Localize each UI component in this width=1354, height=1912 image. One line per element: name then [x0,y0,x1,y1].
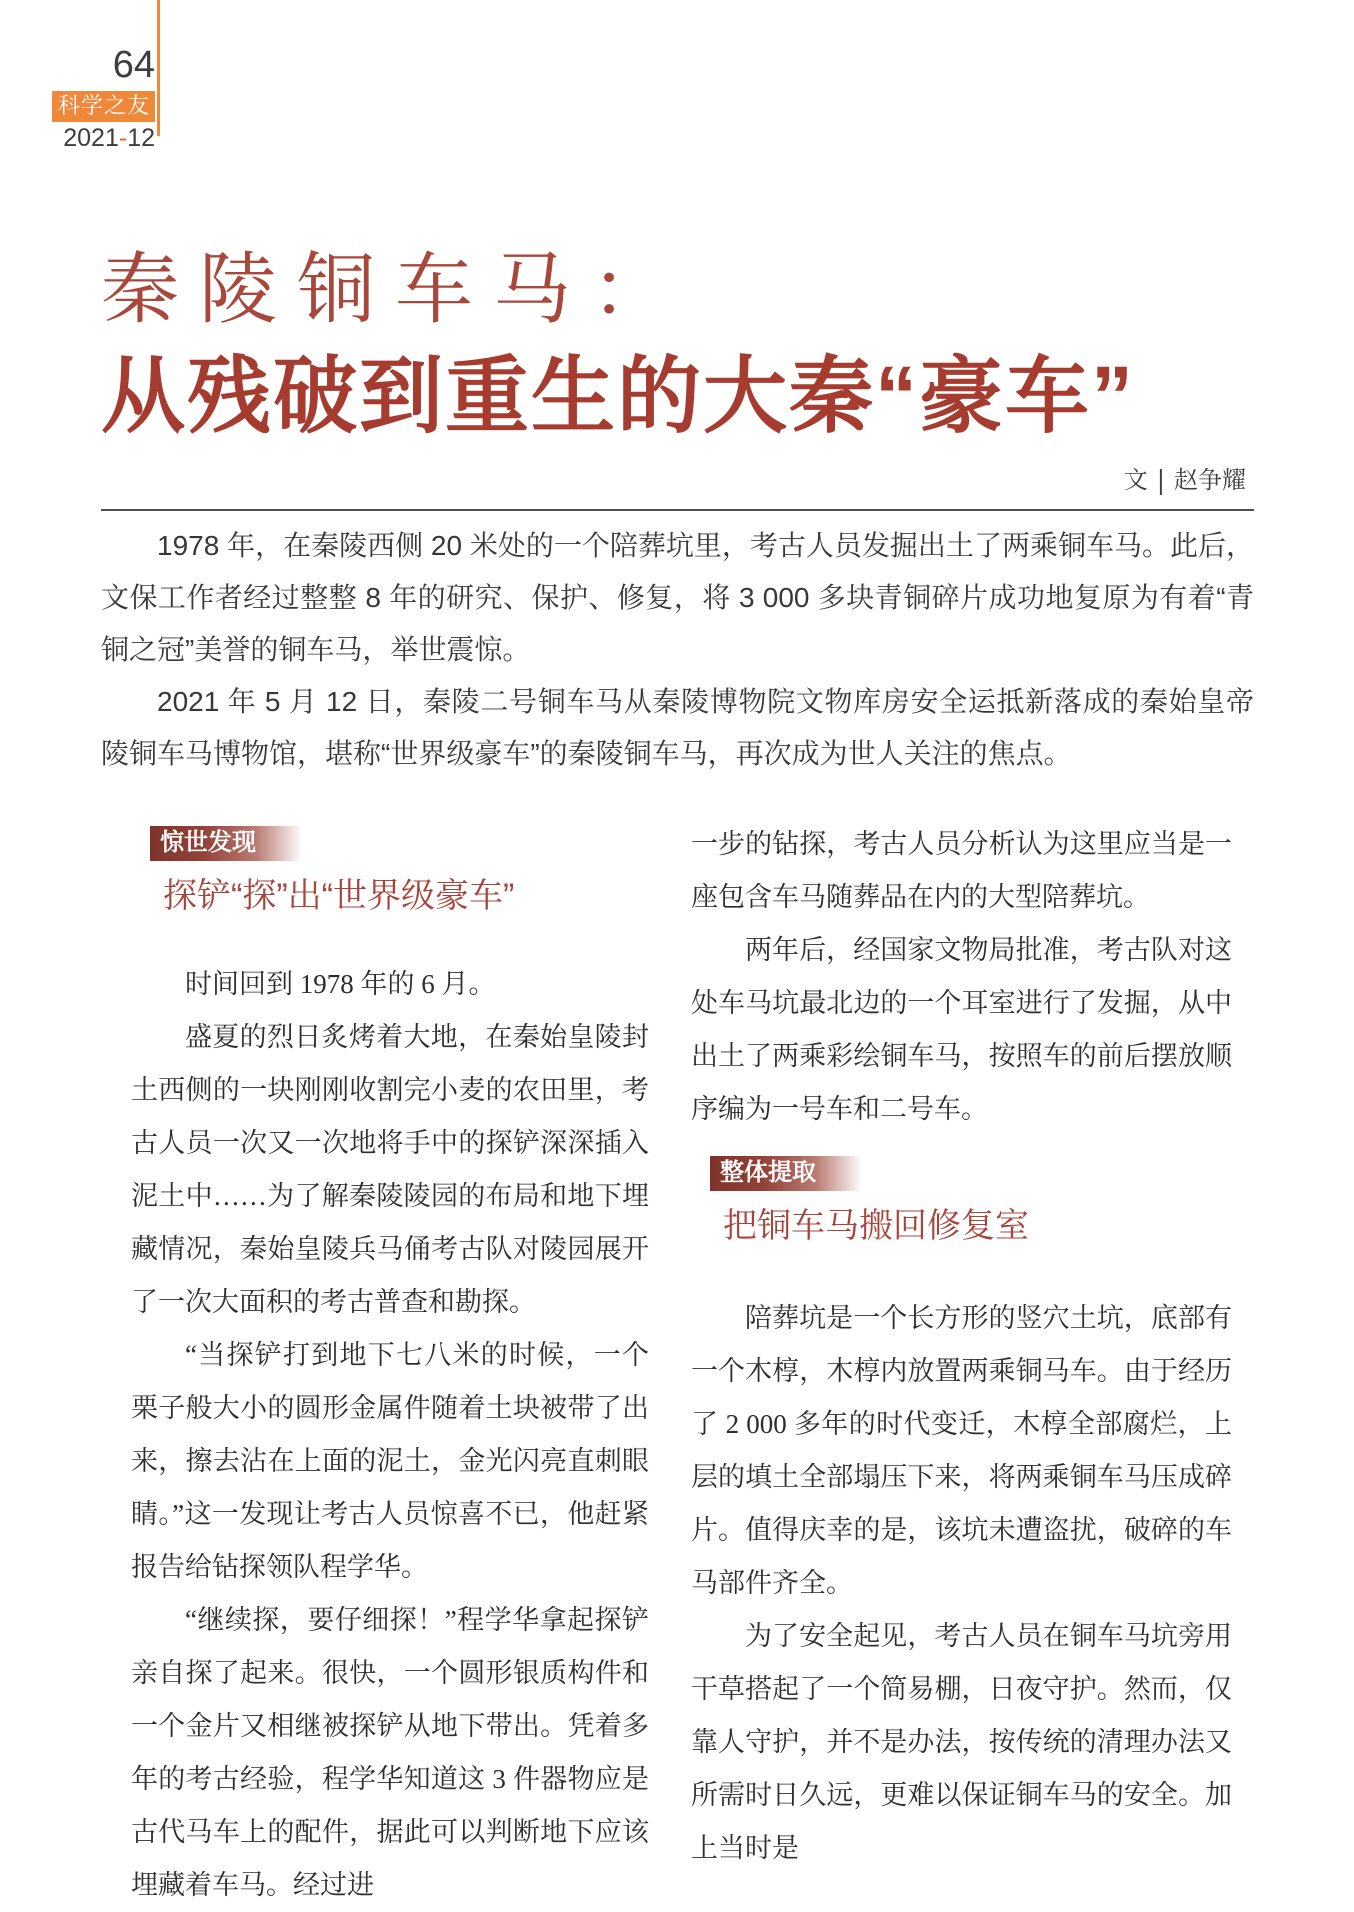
issue-month: 12 [127,124,155,152]
section-header-extraction [691,1156,1232,1248]
section-heading: 把铜车马搬回修复室 [723,1207,1029,1245]
right-column [691,818,1232,1912]
article-title-line2: 从残破到重生的大秦“豪车” [101,349,1136,443]
left-column [131,818,649,1912]
section-badge: 惊世发现 [150,826,302,861]
magazine-name-badge: 科学之友 [52,91,155,122]
byline-separator: | [1157,464,1164,496]
body-paragraph: 两年后，经国家文物局批准，考古队对这处车马坑最北边的一个耳室进行了发掘，从中出土了两乘彩绘铜车马，按照车的前后摆放顺序编为一号车和二号车。 [691,935,1232,1124]
issue-year: 2021 [63,124,119,152]
byline [101,460,1254,495]
article [101,0,1254,1912]
body-paragraph-continuation: 一步的钻探，考古人员分析认为这里应当是一座包含车马随葬品在内的大型陪葬坑。 [691,829,1232,912]
body-paragraph: “继续探，要仔细探！”程学华拿起探铲亲自探了起来。很快，一个圆形银质构件和一个金片又相继被探铲从地下带出。凭着多年的考古经验，程学华知道这 3 件器物应是古代马车上的配件，据此可以判断地下应该埋藏着车马。经过进 [131,1604,649,1900]
section-heading: 探铲“探”出“世界级豪车” [163,877,515,915]
byline-prefix: 文 [1123,467,1148,494]
issue-dash: - [118,124,128,152]
intro-paragraph: 2021 年 5 月 12 日，秦陵二号铜车马从秦陵博物院文物库房安全运抵新落成的秦始皇帝陵铜车马博物馆，堪称“世界级豪车”的秦陵铜车马，再次成为世人关注的焦点。 [101,686,1254,769]
section-badge: 整体提取 [710,1156,862,1191]
byline-author: 赵争耀 [1174,467,1246,494]
section-header-discovery [131,826,649,918]
intro-paragraph: 1978 年，在秦陵西侧 20 米处的一个陪葬坑里，考古人员发掘出土了两乘铜车马。此后，文保工作者经过整整 8 年的研究、保护、修复，将 3 000 多块青铜碎片成功地复原为有着“青铜之冠”美誉的铜车马，举世震惊。 [101,530,1254,665]
article-title-line1: 秦陵铜车马： [101,245,690,333]
article-columns [101,818,1254,1912]
body-paragraph: 陪葬坑是一个长方形的竖穴土坑，底部有一个木椁，木椁内放置两乘铜马车。由于经历了 2 000 多年的时代变迁，木椁全部腐烂，上层的填土全部塌压下来，将两乘铜车马压成碎片。值得庆幸的是，该坑未遭盗扰，破碎的车马部件齐全。 [691,1302,1232,1598]
body-paragraph: 时间回到 1978 年的 6 月。 [185,968,496,999]
body-paragraph: 盛夏的烈日炙烤着大地，在秦始皇陵封土西侧的一块刚刚收割完小麦的农田里，考古人员一次又一次地将手中的探铲深深插入泥土中……为了解秦陵陵园的布局和地下埋藏情况，秦始皇陵兵马俑考古队对陵园展开了一次大面积的考古普查和勘探。 [131,1021,649,1317]
page-number: 64 [112,44,155,86]
intro-block [101,520,1254,780]
body-paragraph: “当探铲打到地下七八米的时候，一个栗子般大小的圆形金属件随着土块被带了出来，擦去沾在上面的泥土，金光闪亮直刺眼睛。”这一发现让考古人员惊喜不已，他赶紧报告给钻探领队程学华。 [131,1339,649,1582]
body-paragraph: 为了安全起见，考古人员在铜车马坑旁用干草搭起了一个简易棚，日夜守护。然而，仅靠人守护，并不是办法，按传统的清理办法又所需时日久远，更难以保证铜车马的安全。加上当时是 [691,1620,1232,1863]
header-divider-rule [101,509,1254,511]
